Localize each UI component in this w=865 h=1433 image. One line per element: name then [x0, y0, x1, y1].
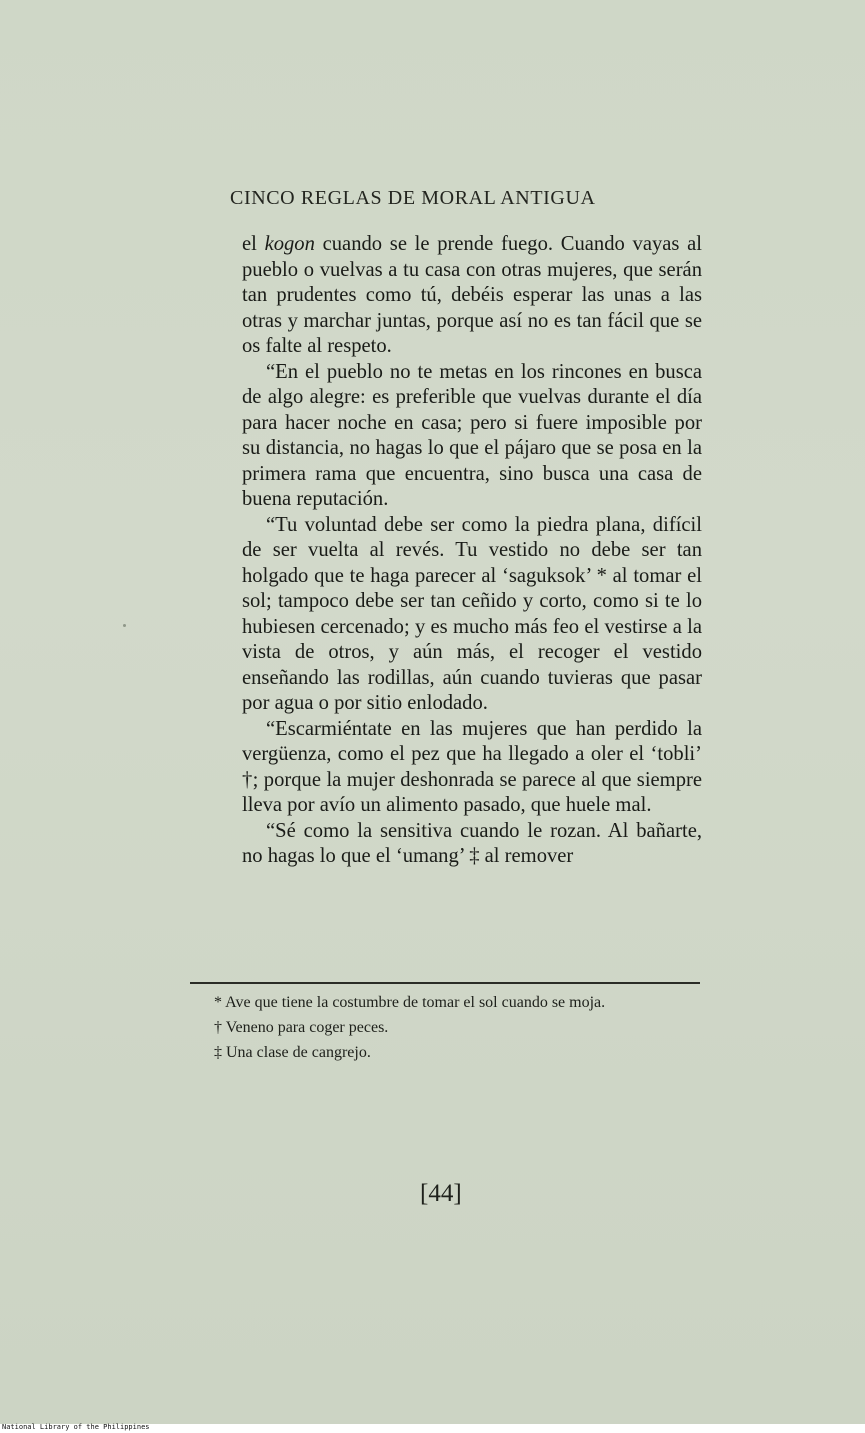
- footnote-2: † Veneno para coger peces.: [214, 1019, 389, 1036]
- page-number: [44]: [420, 1180, 462, 1207]
- footnote-3: ‡ Una clase de cangrejo.: [214, 1044, 371, 1061]
- scan-credit-strip: [0, 1424, 865, 1433]
- running-head: CINCO REGLAS DE MORAL ANTIGUA: [230, 187, 596, 209]
- footnote-divider: [190, 982, 700, 984]
- paper-speck: [123, 624, 126, 627]
- paragraph-4: “Escarmiéntate en las mujeres que han perdido la vergüenza, como el pez que ha llegado a oler el ‘tobli’ †; porque la mujer deshonrada se parece al que siempre lleva por avío un alimento pasado, que huele mal.: [242, 717, 702, 816]
- paragraph-1-rest: cuando se le prende fuego. Cuando vayas al pueblo o vuelvas a tu casa con otras mujeres, que serán tan prudentes como tú, debéis esperar las unas a las otras y marchar juntas, porque así no es tan fácil que se os falte al respeto.: [242, 233, 702, 357]
- footnotes: [190, 990, 705, 1065]
- body-text: [242, 232, 702, 870]
- paragraph-3: “Tu voluntad debe ser como la piedra plana, difícil de ser vuelta al revés. Tu vestido no debe ser tan holgado que te haga parecer al ‘saguksok’ * al tomar el sol; tampoco debe ser tan ceñido y corto, como si te lo hubiesen cercenado; y es mucho más feo el vestirse a la vista de otros, y aún más, el recoger el vestido enseñando las rodillas, aún cuando tuvieras que pasar por agua o por sitio enlodado.: [242, 513, 702, 714]
- paragraph-2: “En el pueblo no te metas en los rincones en busca de algo alegre: es preferible que vuelvas durante el día para hacer noche en casa; pero si fuere imposible por su distancia, no hagas lo que el pájaro que se posa en la primera rama que encuentra, sino busca una casa de buena reputación.: [242, 360, 702, 510]
- paragraph-1: [242, 232, 702, 360]
- paragraph-5: “Sé como la sensitiva cuando le rozan. Al bañarte, no hagas lo que el ‘umang’ ‡ al remover: [242, 819, 702, 867]
- paragraph-1-italic-term: kogon: [264, 233, 315, 255]
- scan-credit: National Library of the Philippines: [2, 1423, 150, 1431]
- paragraph-1-lead: el: [242, 233, 265, 255]
- footnote-1: * Ave que tiene la costumbre de tomar el sol cuando se moja.: [214, 994, 606, 1011]
